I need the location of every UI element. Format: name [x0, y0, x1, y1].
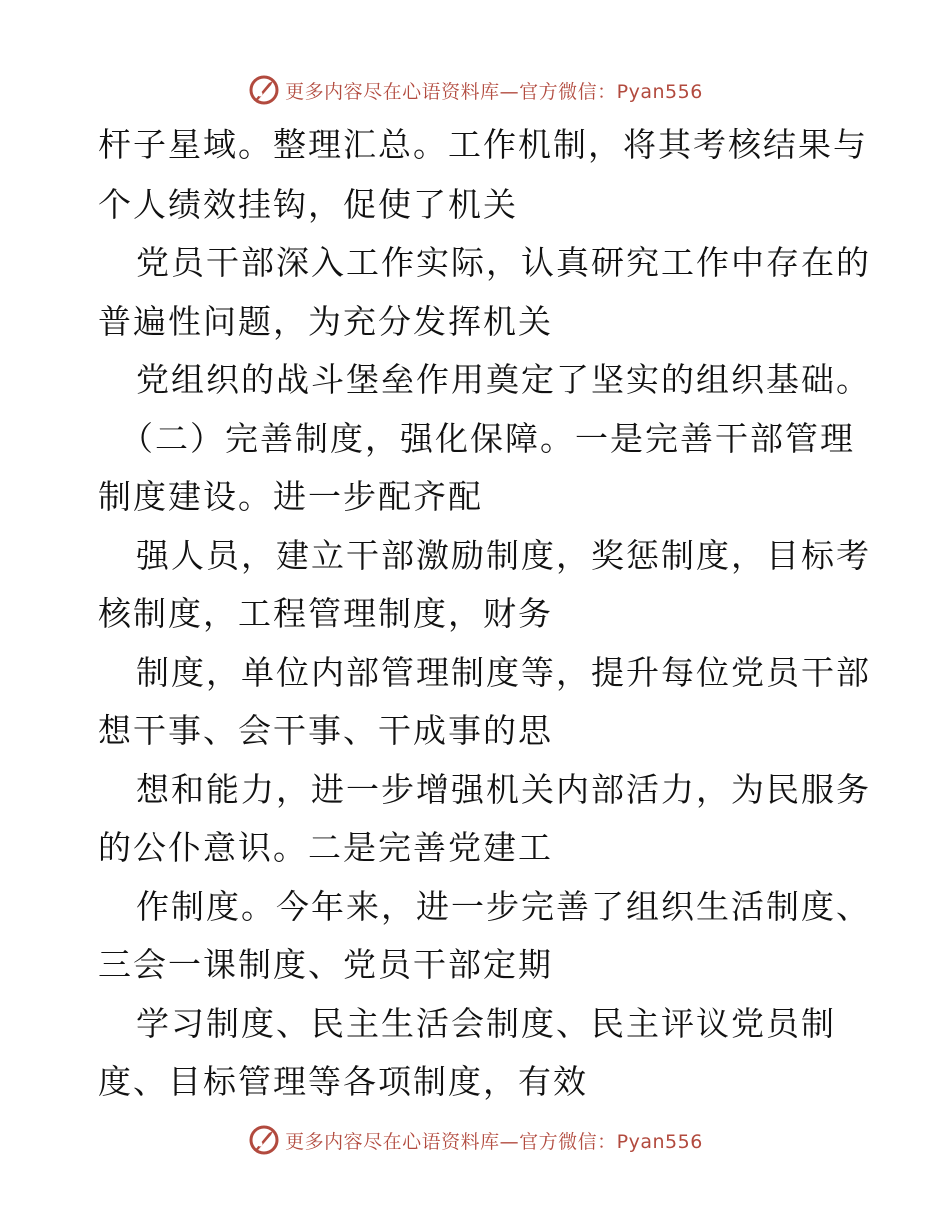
header-banner: [0, 70, 950, 110]
body-line: 学习制度、民主生活会制度、民主评议党员制: [136, 1004, 836, 1043]
body-line: 核制度，工程管理制度，财务: [98, 594, 553, 633]
body-line: 个人绩效挂钩，促使了机关: [98, 185, 518, 224]
body-line: 想干事、会干事、干成事的思: [98, 711, 553, 750]
footer-banner-text: 更多内容尽在心语资料库—官方微信：Pyan556: [285, 1130, 703, 1153]
body-line: 度、目标管理等各项制度，有效: [98, 1062, 588, 1101]
body-line: 制度，单位内部管理制度等，提升每位党员干部: [136, 653, 871, 692]
body-line: 党组织的战斗堡垒作用奠定了坚实的组织基础。: [136, 360, 871, 399]
body-line: 党员干部深入工作实际，认真研究工作中存在的: [136, 243, 871, 282]
body-line: 想和能力，进一步增强机关内部活力，为民服务: [136, 770, 871, 809]
body-line: 三会一课制度、党员干部定期: [98, 945, 553, 984]
body-line: 的公仆意识。二是完善党建工: [98, 828, 553, 867]
body-line: 强人员，建立干部激励制度，奖惩制度，目标考: [136, 536, 871, 575]
body-line: 作制度。今年来，进一步完善了组织生活制度、: [136, 887, 871, 926]
body-line: 杆子星域。整理汇总。工作机制，将其考核结果与: [98, 125, 868, 164]
body-line: （二）完善制度，强化保障。一是完善干部管理: [120, 419, 855, 458]
footer-banner: [0, 1120, 950, 1160]
header-banner-text: 更多内容尽在心语资料库—官方微信：Pyan556: [285, 80, 703, 103]
body-line: 普遍性问题，为充分发挥机关: [98, 302, 553, 341]
quill-logo-icon: [247, 1123, 281, 1157]
body-line: 制度建设。进一步配齐配: [98, 477, 483, 516]
quill-logo-icon: [247, 73, 281, 107]
